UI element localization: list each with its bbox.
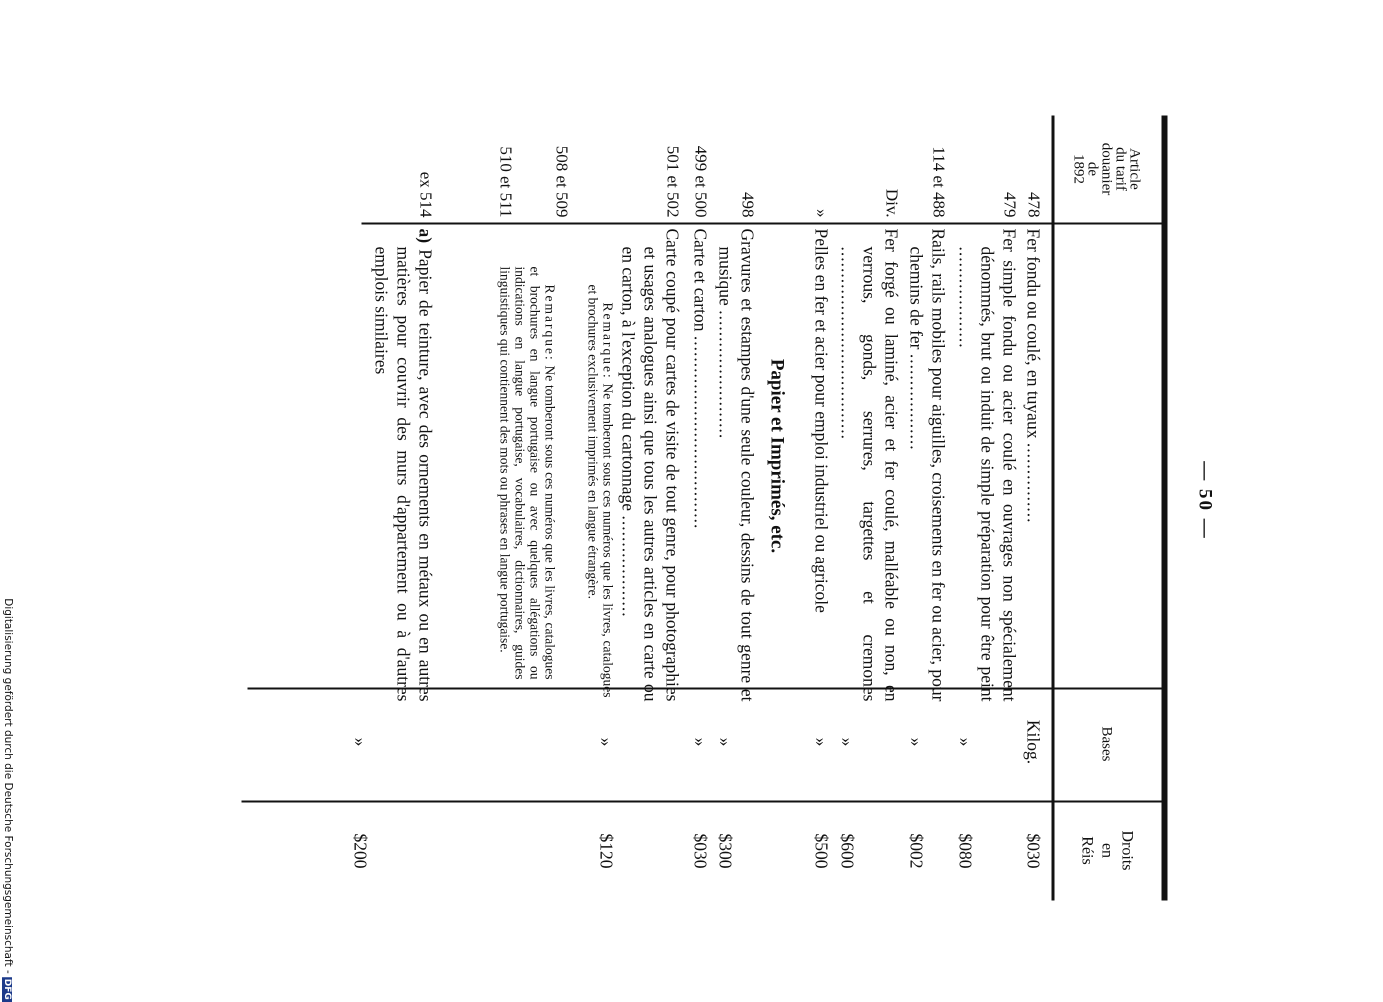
header-droits (1054, 800, 1159, 900)
remark-note (585, 246, 615, 701)
row-description (836, 228, 902, 701)
article-number: 501 et 502 (663, 145, 682, 217)
duty-value: $030 (1023, 833, 1043, 868)
dot-leader: ............... (1023, 442, 1043, 523)
duty-value: $300 (715, 833, 735, 868)
description-text: Fer simple fondu ou acier coulé en ouvrages non spécialement dénommés, brut ou induit de simple préparation pour être peint (977, 228, 1019, 701)
header-article-line: du tarif (1112, 146, 1129, 191)
dot-leader: .................. (906, 353, 926, 451)
article-number: 498 (738, 191, 757, 217)
article-number: 508 et 509 (552, 145, 571, 217)
duty-value: $030 (690, 833, 710, 868)
article-number: 479 (1000, 191, 1019, 217)
duty-value: $500 (811, 833, 831, 868)
item-label: a) (415, 228, 435, 243)
base-unit: » (715, 737, 735, 746)
description-text: Fer fondu ou coulé, en tuyaux (1023, 228, 1043, 438)
header-article-line: de (1084, 161, 1101, 176)
article-number: 114 et 488 (929, 145, 948, 217)
base-unit: » (596, 737, 616, 746)
dfg-logo: DFG (2, 978, 12, 1000)
base-unit: » (690, 737, 710, 746)
header-droits-line: Droits (1118, 830, 1136, 870)
duty-value: $200 (350, 833, 370, 868)
duty-value: $080 (955, 833, 975, 868)
remark-label: Remarque: (542, 284, 557, 362)
remark-label: Remarque: (600, 302, 615, 380)
remark-text: Ne tomberont sous ces numéros que les livres, catalogues et brochures exclusivement imprimés en langue étrangère. (585, 284, 615, 698)
duty-value: $600 (837, 833, 857, 868)
base-unit: Kilog. (1023, 719, 1043, 764)
row-description (905, 228, 949, 701)
duty-value: $120 (596, 833, 616, 868)
duty-value: $002 (906, 833, 926, 868)
base-unit: » (811, 737, 831, 746)
row-description (1022, 228, 1044, 701)
credit-text (2, 598, 14, 1002)
dot-leader: .................................... (837, 246, 857, 440)
article-number: 510 et 511 (496, 145, 515, 217)
dot-leader: ................... (618, 514, 638, 618)
remark-text: Ne tomberont sous ces numéros que les livres, catalogues et brochures en langue portugaise ou avec quelques allégations ou indications en langue portugaise, vocabulaires, dictionnaires, guides linguistiques qui contiennent des mots ou phrases en langue portugaise. (497, 266, 557, 680)
row-description (370, 228, 436, 701)
description-text: Fer forgé ou laminé, acier et fer coulé, malléable ou non, en verrous, gonds, serrures, targettes et cremones (859, 228, 901, 701)
digitization-credit (0, 598, 16, 1000)
article-number: » (812, 208, 831, 217)
dot-leader: .................................... (690, 335, 710, 529)
row-description (497, 228, 557, 683)
base-unit: » (906, 737, 926, 746)
description-text: Papier de teinture, avec des ornements en métaux ou en autres matières pour couvrir des murs d'appartement ou à d'autres emplois similaires (371, 246, 435, 702)
row-description (714, 228, 758, 701)
base-unit: » (350, 737, 370, 746)
dot-leader: ................... (955, 246, 975, 349)
base-unit: » (837, 737, 857, 746)
description-text: Carte coupé pour cartes de visite de tout genre, pour photographies et usages analogues ainsi que tous les autres articles en carte ou en carton, à l'exception du cartonnage (618, 228, 682, 701)
column-divider (241, 800, 1161, 802)
credit-label: Digitalisierung gefördert durch die Deutsche Forschungsgemeinschaft - (2, 598, 14, 974)
article-number: 478 (1024, 191, 1043, 217)
row-description (689, 228, 711, 701)
section-heading: Papier et Imprimés, etc. (766, 358, 787, 553)
row-description (810, 228, 832, 701)
header-droits-line: en (1098, 842, 1116, 858)
article-number: Div. (882, 188, 901, 217)
header-article-line: Article (1126, 147, 1143, 190)
column-divider (361, 222, 1167, 224)
header-article-line: douanier (1098, 142, 1115, 195)
header-bases: Bases (1098, 726, 1115, 761)
header-droits-line: Réis (1078, 835, 1096, 865)
page-number: — 50 — (1194, 460, 1215, 540)
header-article-line: 1892 (1070, 153, 1087, 184)
row-description (585, 228, 683, 701)
dot-leader: ........................ (715, 309, 735, 439)
description-text: Pelles en fer et acier pour emploi industriel ou agricole (811, 228, 831, 613)
remark-note (497, 228, 557, 683)
article-number: 499 et 500 (691, 145, 710, 217)
base-unit: » (955, 737, 975, 746)
tariff-table (241, 115, 1167, 900)
description-text: Gravures et estampes d'une seule couleur, dessins de tout genre et musique (715, 228, 757, 701)
row-description (954, 228, 1020, 701)
article-number: ex 514 (416, 171, 435, 217)
description-text: Rails, rails mobiles pour aiguilles, croisements en fer ou acier, pour chemins de fer (906, 228, 948, 701)
header-article (1054, 115, 1159, 222)
description-text: Carte et carton (690, 228, 710, 332)
